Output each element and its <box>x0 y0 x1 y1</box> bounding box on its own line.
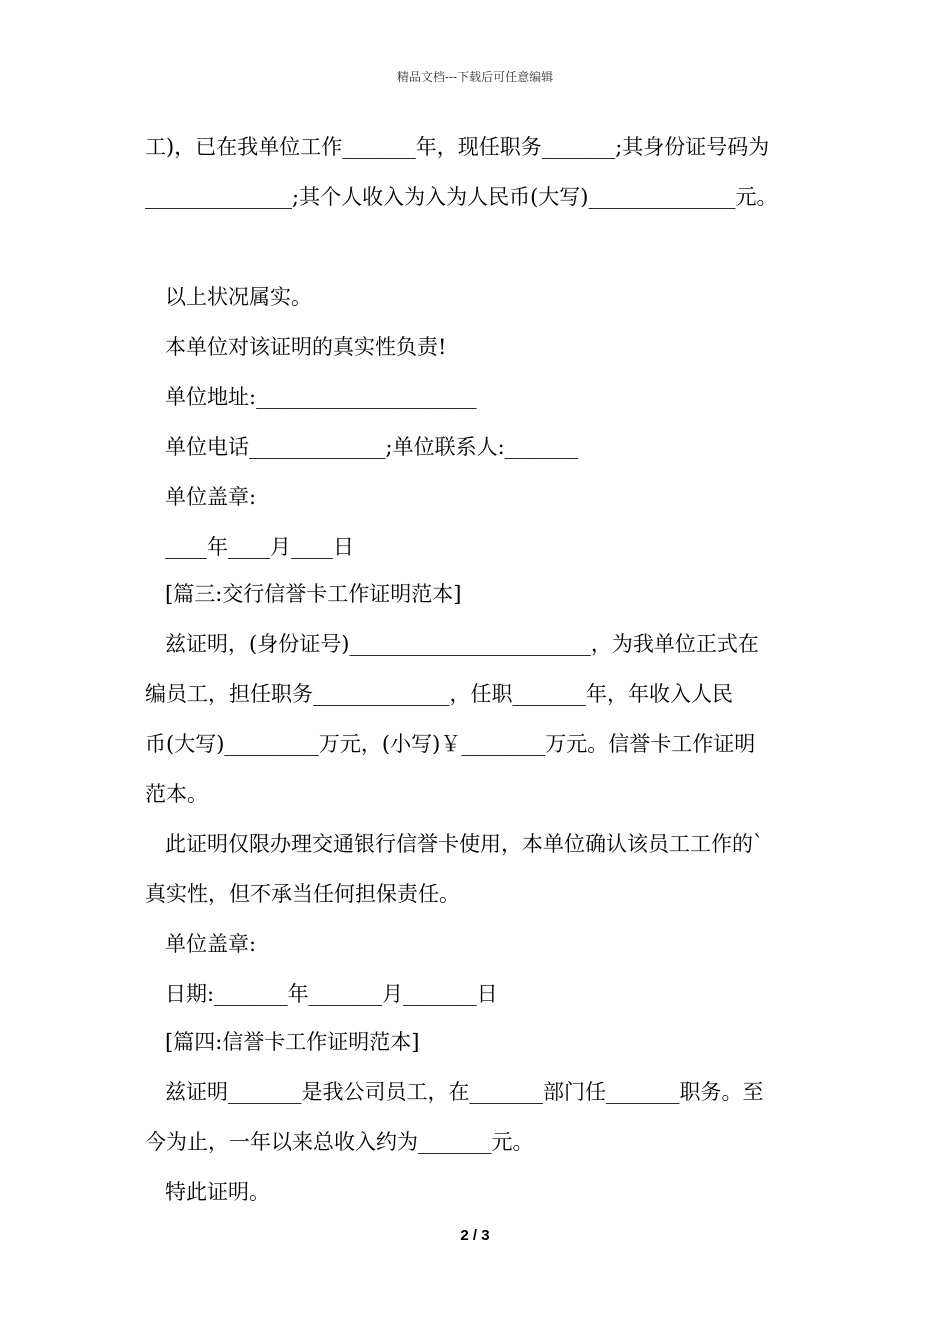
paragraph-line: 以上状况属实。 <box>165 285 312 309</box>
paragraph-line: 范本。 <box>145 782 208 806</box>
paragraph-line: 兹证明_______是我公司员工，在_______部门任_______职务。至 <box>165 1080 764 1104</box>
date-line: ____年____月____日 <box>165 535 354 559</box>
paragraph-line: ______________;其个人收入为入为人民币(大写)______________元。 <box>145 185 778 209</box>
paragraph-line: 今为止，一年以来总收入约为_______元。 <box>145 1130 534 1154</box>
paragraph-line: 兹证明，(身份证号)_______________________，为我单位正式在 <box>165 632 759 656</box>
section-heading: [篇三:交行信誉卡工作证明范本] <box>165 582 462 606</box>
paragraph-line: 特此证明。 <box>165 1180 270 1204</box>
paragraph-line: 真实性，但不承当任何担保责任。 <box>145 882 460 906</box>
page-header: 精品文档---下载后可任意编辑 <box>396 70 554 84</box>
paragraph-line: 编员工，担任职务_____________，任职_______年，年收入人民 <box>145 682 733 706</box>
seal-line: 单位盖章: <box>165 485 257 509</box>
seal-line: 单位盖章: <box>165 932 257 956</box>
section-heading: [篇四:信誉卡工作证明范本] <box>165 1030 420 1054</box>
phone-contact-line: 单位电话_____________;单位联系人:_______ <box>165 435 579 459</box>
paragraph-line: 币(大写)_________万元，(小写)￥________万元。信誉卡工作证明 <box>145 732 756 756</box>
page-number: 2 / 3 <box>460 1227 490 1244</box>
paragraph-line: 工)，已在我单位工作_______年，现任职务_______;其身份证号码为 <box>145 135 770 159</box>
date-line: 日期:_______年_______月_______日 <box>165 982 498 1006</box>
paragraph-line: 此证明仅限办理交通银行信誉卡使用，本单位确认该员工工作的` <box>165 832 764 856</box>
address-line: 单位地址:_____________________ <box>165 385 477 409</box>
paragraph-line: 本单位对该证明的真实性负责! <box>165 335 447 359</box>
